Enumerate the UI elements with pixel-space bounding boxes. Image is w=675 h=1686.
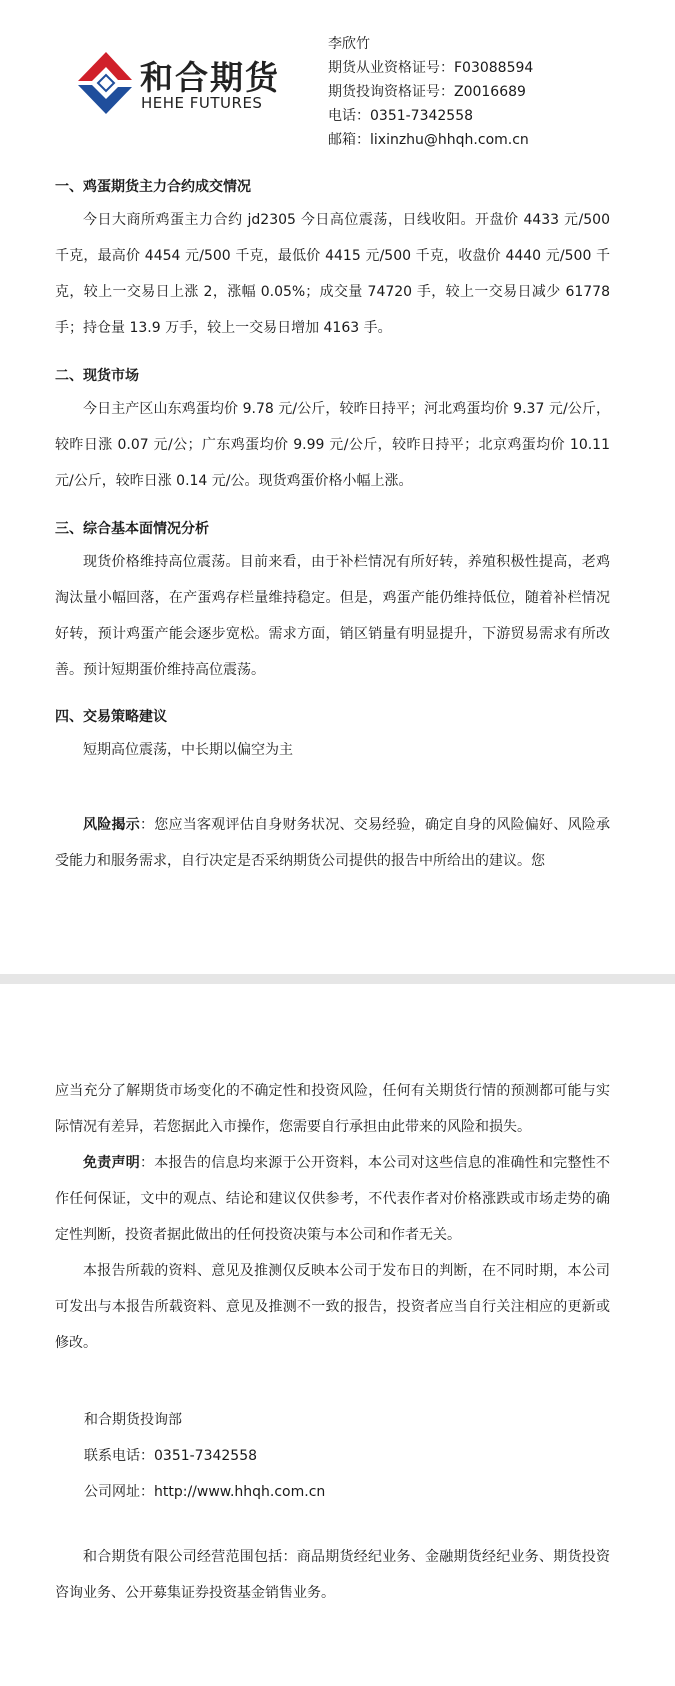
disclaimer-label: 免责声明 <box>83 1155 140 1171</box>
footer-phone: 联系电话：0351-7342558 <box>84 1448 258 1464</box>
footer-dept: 和合期货投询部 <box>84 1412 182 1428</box>
section-4-heading: 四、交易策略建议 <box>55 709 167 725</box>
report-notice: 本报告所载的资料、意见及推测仅反映本公司于发布日的判断，在不同时期，本公司可发出与本报告所载资料、意见及推测不一致的报告，投资者应当自行关注相应的更新或修改。 <box>55 1263 610 1351</box>
section-2-body: 今日主产区山东鸡蛋均价 9.78 元/公斤，较昨日持平；河北鸡蛋均价 9.37 元/公斤，较昨日涨 0.07 元/公；广东鸡蛋均价 9.99 元/公斤，较昨日持平；北京鸡蛋均价 10.11 元/公斤，较昨日涨 0.14 元/公。现货鸡蛋价格小幅上涨。 <box>55 401 610 489</box>
disclaimer-text: ：本报告的信息均来源于公开资料，本公司对这些信息的准确性和完整性不作任何保证，文中的观点、结论和建议仅供参考，不代表作者对价格涨跌或市场走势的确定性判断，投资者据此做出的任何投资决策与本公司和作者无关。 <box>55 1155 610 1243</box>
footer-website: 公司网址：http://www.hhqh.com.cn <box>84 1484 326 1500</box>
section-3-body: 现货价格维持高位震荡。目前来看，由于补栏情况有所好转，养殖积极性提高，老鸡淘汰量小幅回落，在产蛋鸡存栏量维持稳定。但是，鸡蛋产能仍维持低位，随着补栏情况好转，预计鸡蛋产能会逐步宽松。需求方面，销区销量有明显提升，下游贸易需求有所改善。预计短期蛋价维持高位震荡。 <box>55 554 610 678</box>
logo-chinese-text: 和合期货 <box>140 58 280 97</box>
analyst-email: 邮箱：lixinzhu@hhqh.com.cn <box>328 132 529 148</box>
page-separator <box>0 974 675 984</box>
analyst-name: 李欣竹 <box>328 36 370 52</box>
analyst-license: 期货从业资格证号：F03088594 <box>328 60 534 76</box>
business-scope: 和合期货有限公司经营范围包括：商品期货经纪业务、金融期货经纪业务、期货投资咨询业务、公开募集证券投资基金销售业务。 <box>55 1549 610 1601</box>
analyst-contact <box>328 32 533 152</box>
risk-label: 风险揭示 <box>83 817 140 833</box>
section-4-body: 短期高位震荡，中长期以偏空为主 <box>83 742 293 758</box>
section-2-heading: 二、现货市场 <box>55 368 139 384</box>
section-1-body: 今日大商所鸡蛋主力合约 jd2305 今日高位震荡，日线收阳。开盘价 4433 元/500 千克，最高价 4454 元/500 千克，最低价 4415 元/500 千克，收盘价 4440 元/500 千克，较上一交易日上涨 2，涨幅 0.05%；成交量 74720 手，较上一交易日减少 61778 手；持仓量 13.9 万手，较上一交易日增加 4163 手。 <box>55 212 610 336</box>
disclaimer <box>55 1145 610 1253</box>
logo-english-text: HEHE FUTURES <box>141 94 263 112</box>
risk-disclosure-part-2: 应当充分了解期货市场变化的不确定性和投资风险，任何有关期货行情的预测都可能与实际情况有差异，若您据此入市操作，您需要自行承担由此带来的风险和损失。 <box>55 1083 610 1135</box>
section-1-heading: 一、鸡蛋期货主力合约成交情况 <box>55 179 251 195</box>
analyst-phone: 电话：0351-7342558 <box>328 108 474 124</box>
section-3-heading: 三、综合基本面情况分析 <box>55 521 209 537</box>
analyst-advisory-license: 期货投询资格证号：Z0016689 <box>328 84 526 100</box>
hehe-logo-icon <box>78 50 134 116</box>
risk-text-1: ：您应当客观评估自身财务状况、交易经验，确定自身的风险偏好、风险承受能力和服务需求，自行决定是否采纳期货公司提供的报告中所给出的建议。您 <box>55 817 610 869</box>
page-2 <box>0 984 675 1686</box>
company-logo <box>78 48 280 118</box>
risk-disclosure-part-1 <box>55 807 610 879</box>
